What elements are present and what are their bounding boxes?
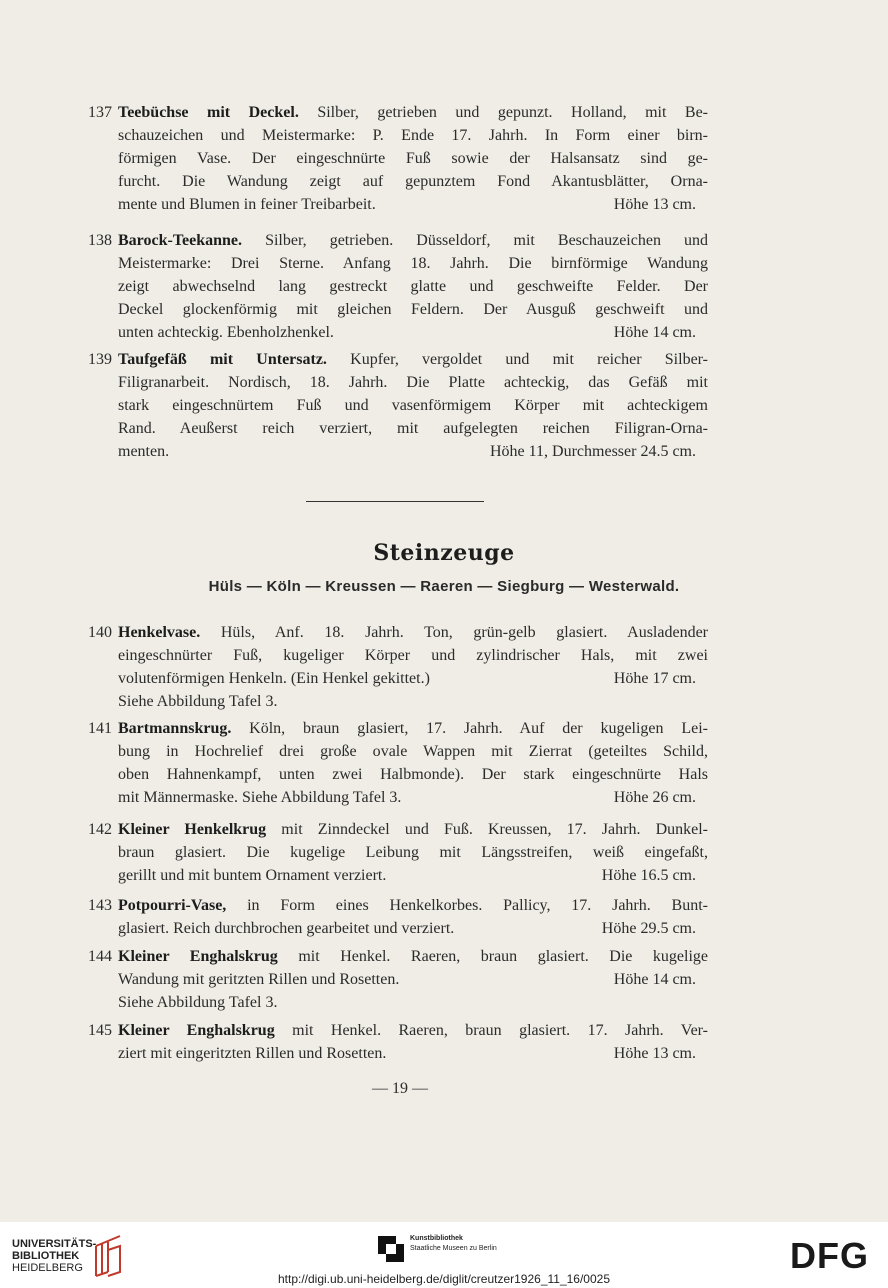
- entry-text: Kupfer, vergoldet und mit reicher Silber-: [350, 351, 708, 368]
- entry-last-line: [88, 440, 708, 463]
- entry-dimension: Höhe 11, Durchmesser 24.5 cm.: [489, 443, 696, 460]
- entry-line: furcht. Die Wandung zeigt auf gepunztem Fond Akantusblätter, Orna-: [118, 173, 708, 190]
- entry-title: Kleiner Enghalskrug: [118, 948, 278, 965]
- entry-text: mit Henkel. Raeren, braun glasiert. 17. Jahrh. Ver-: [292, 1022, 708, 1039]
- catalog-entry-143: [88, 894, 708, 940]
- entry-last-line: [88, 968, 708, 991]
- catalog-entry-139: [88, 348, 708, 463]
- entry-last-line: [88, 1042, 708, 1065]
- entry-first-line: [88, 717, 708, 740]
- entry-line: Meistermarke: Drei Sterne. Anfang 18. Jahrh. Die birnförmige Wandung: [118, 255, 708, 272]
- entry-text: Wandung mit geritzten Rillen und Rosetten.: [118, 971, 400, 988]
- entry-text: glasiert. Reich durchbrochen gearbeitet und verziert.: [118, 920, 455, 937]
- entry-dimension: Höhe 17 cm.: [613, 670, 696, 687]
- entry-first-line: [88, 621, 708, 644]
- heidelberg-library-logo[interactable]: [12, 1238, 96, 1274]
- entry-dimension: Höhe 29.5 cm.: [601, 920, 696, 937]
- entry-number: 143: [88, 897, 112, 914]
- entry-number: 138: [88, 232, 112, 249]
- permalink-url[interactable]: http://digi.ub.uni-heidelberg.de/diglit/creutzer1926_11_16/0025: [277, 1272, 611, 1286]
- entry-text: unten achteckig. Ebenholzhenkel.: [118, 324, 334, 341]
- entry-title: Barock-Teekanne.: [118, 232, 243, 249]
- entry-first-line: [88, 818, 708, 841]
- entry-text: Silber, getrieben und gepunzt. Holland, mit Be-: [317, 104, 708, 121]
- entry-first-line: [88, 229, 708, 252]
- entry-line: stark eingeschnürtem Fuß und vasenförmigem Körper mit achteckigem: [118, 397, 708, 414]
- entry-text: mente und Blumen in feiner Treibarbeit.: [118, 196, 376, 213]
- kb-subtitle: Staatliche Museen zu Berlin: [410, 1245, 497, 1252]
- catalog-entry-142: [88, 818, 708, 887]
- entry-dimension: Höhe 14 cm.: [613, 324, 696, 341]
- entry-first-line: [88, 348, 708, 371]
- entry-text: ziert mit eingeritzten Rillen und Rosetten.: [118, 1045, 387, 1062]
- entry-title: Henkelvase.: [118, 624, 201, 641]
- entry-line: bung in Hochrelief drei große ovale Wappen mit Zierrat (geteiltes Schild,: [118, 743, 708, 760]
- entry-dimension: Höhe 13 cm.: [613, 196, 696, 213]
- entry-first-line: [88, 101, 708, 124]
- entry-text: mit Henkel. Raeren, braun glasiert. Die kugelige: [298, 948, 708, 965]
- entry-last-line: [88, 667, 708, 690]
- catalog-entry-145: [88, 1019, 708, 1065]
- kunstbibliothek-label: [410, 1234, 497, 1254]
- entry-title: Bartmannskrug.: [118, 720, 232, 737]
- kunstbibliothek-logo-icon: [378, 1236, 404, 1262]
- entry-title: Potpourri-Vase,: [118, 897, 227, 914]
- entry-text: gerillt und mit buntem Ornament verziert.: [118, 867, 387, 884]
- entry-line: Filigranarbeit. Nordisch, 18. Jahrh. Die Platte achteckig, das Gefäß mit: [118, 374, 708, 391]
- entry-line: Rand. Aeußerst reich verziert, mit aufgelegten reichen Filigran-Orna-: [118, 420, 708, 437]
- entry-line: eingeschnürter Fuß, kugeliger Körper und zylindrischer Hals, mit zwei: [118, 647, 708, 664]
- entry-first-line: [88, 894, 708, 917]
- entry-number: 137: [88, 104, 112, 121]
- entry-first-line: [88, 945, 708, 968]
- entry-title: Kleiner Enghalskrug: [118, 1022, 275, 1039]
- entry-first-line: [88, 1019, 708, 1042]
- catalog-entry-138: [88, 229, 708, 344]
- section-title: Steinzeuge: [373, 540, 515, 566]
- entry-title: Teebüchse mit Deckel.: [118, 104, 299, 121]
- entry-text: menten.: [118, 443, 170, 460]
- entry-reference: Siehe Abbildung Tafel 3.: [118, 693, 278, 710]
- entry-dimension: Höhe 16.5 cm.: [601, 867, 696, 884]
- entry-number: 139: [88, 351, 112, 368]
- catalog-entry-137: [88, 101, 708, 216]
- entry-number: 140: [88, 624, 112, 641]
- catalog-entry-140: [88, 621, 708, 713]
- entry-line: braun glasiert. Die kugelige Leibung mit Längsstreifen, weiß eingefaßt,: [118, 844, 708, 861]
- library-name-line2: BIBLIOTHEK: [12, 1250, 80, 1262]
- entry-number: 145: [88, 1022, 112, 1039]
- entry-line: zeigt abwechselnd lang gestreckt glatte und geschweifte Felder. Der: [118, 278, 708, 295]
- section-divider: [306, 501, 484, 502]
- kb-name: Kunstbibliothek: [410, 1235, 463, 1242]
- catalog-entry-141: [88, 717, 708, 809]
- entry-number: 141: [88, 720, 112, 737]
- entry-last-line: [88, 864, 708, 887]
- entry-dimension: Höhe 26 cm.: [613, 789, 696, 806]
- entry-title: Taufgefäß mit Untersatz.: [118, 351, 327, 368]
- entry-number: 142: [88, 821, 112, 838]
- entry-line: schauzeichen und Meistermarke: P. Ende 17. Jahrh. In Form einer birn-: [118, 127, 708, 144]
- section-subtitle: Hüls — Köln — Kreussen — Raeren — Siegburg — Westerwald.: [208, 578, 680, 595]
- page-number: — 19 —: [372, 1080, 428, 1097]
- entry-line: oben Hahnenkampf, unten zwei Halbmonde). Der stark eingeschnürte Hals: [118, 766, 708, 783]
- entry-dimension: Höhe 13 cm.: [613, 1045, 696, 1062]
- entry-last-line: [88, 917, 708, 940]
- entry-text: Silber, getrieben. Düsseldorf, mit Beschauzeichen und: [265, 232, 708, 249]
- entry-dimension: Höhe 14 cm.: [613, 971, 696, 988]
- entry-last-line: [88, 193, 708, 216]
- entry-last-line: [88, 321, 708, 344]
- entry-line: Deckel glockenförmig mit gleichen Feldern. Der Ausguß geschweift und: [118, 301, 708, 318]
- library-name-line3: HEIDELBERG: [12, 1262, 83, 1274]
- dfg-logo[interactable]: DFG: [790, 1235, 869, 1276]
- entry-text: volutenförmigen Henkeln. (Ein Henkel gekittet.): [118, 670, 430, 687]
- entry-text: in Form eines Henkelkorbes. Pallicy, 17. Jahrh. Bunt-: [247, 897, 708, 914]
- entry-text: Köln, braun glasiert, 17. Jahrh. Auf der kugeligen Lei-: [249, 720, 708, 737]
- library-name-line1: UNIVERSITÄTS-: [12, 1238, 97, 1250]
- entry-last-line: [88, 786, 708, 809]
- entry-text: mit Zinndeckel und Fuß. Kreussen, 17. Jahrh. Dunkel-: [281, 821, 708, 838]
- entry-reference: Siehe Abbildung Tafel 3.: [118, 994, 278, 1011]
- entry-text: mit Männermaske. Siehe Abbildung Tafel 3.: [118, 789, 402, 806]
- entry-line: förmigen Vase. Der eingeschnürte Fuß sowie der Halsansatz sind ge-: [118, 150, 708, 167]
- entry-number: 144: [88, 948, 112, 965]
- entry-text: Hüls, Anf. 18. Jahrh. Ton, grün-gelb glasiert. Ausladender: [220, 624, 708, 641]
- catalog-entry-144: [88, 945, 708, 1014]
- entry-title: Kleiner Henkelkrug: [118, 821, 267, 838]
